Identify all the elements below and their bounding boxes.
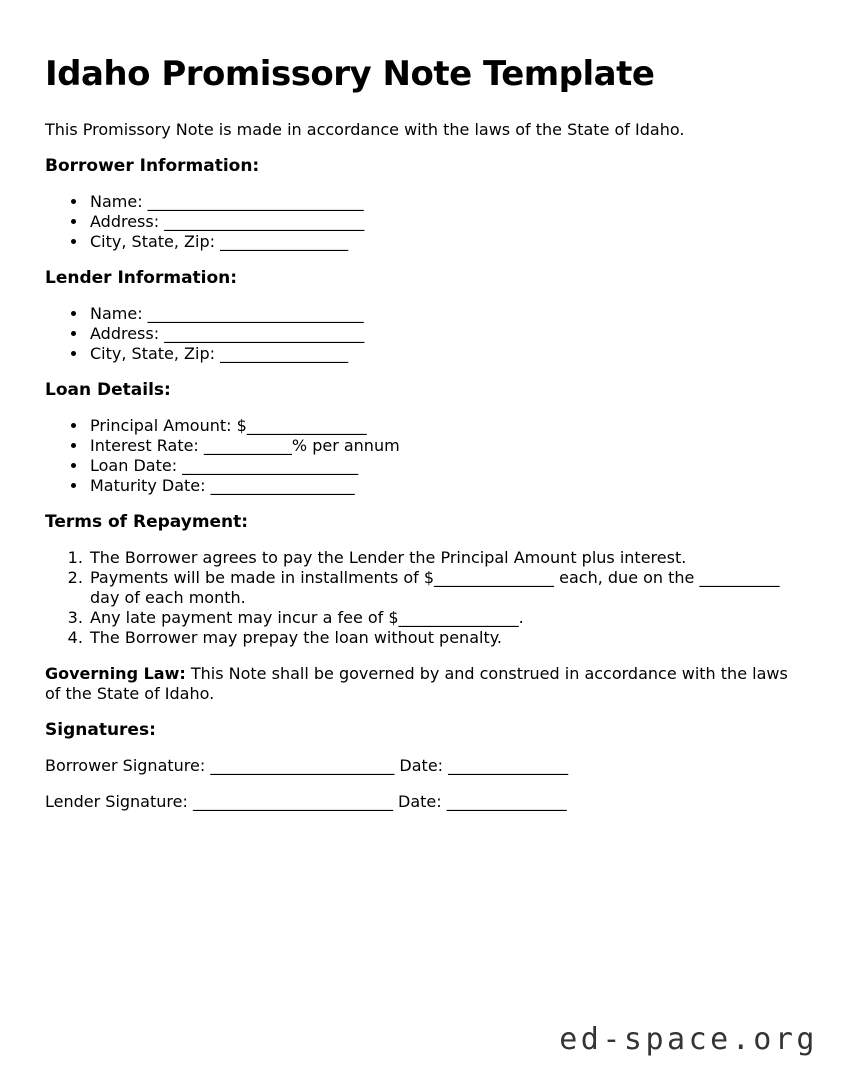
governing-law-label: Governing Law: [45,664,186,683]
borrower-city-state-zip-line: • City, State, Zip: ________________ [88,232,799,252]
loan-date-line: • Loan Date: ______________________ [88,456,799,476]
loan-details-list [45,416,799,496]
lender-name-line: • Name: ___________________________ [88,304,799,324]
governing-law-paragraph [45,664,799,704]
lender-information-list [45,304,799,364]
footer-brand: ed-space.org [559,1022,818,1057]
intro-paragraph: This Promissory Note is made in accordance with the laws of the State of Idaho. [45,120,685,139]
maturity-date-line: • Maturity Date: __________________ [88,476,799,496]
terms-of-repayment-list [45,548,799,648]
principal-amount-line: • Principal Amount: $_______________ [88,416,799,436]
borrower-signature-line: Borrower Signature: _______________________ Date: _______________ [45,756,569,775]
repayment-term-1: 1. The Borrower agrees to pay the Lender the Principal Amount plus interest. [88,548,799,568]
repayment-term-2: 2. Payments will be made in installments of $_______________ each, due on the __________ day of each month. [88,568,799,608]
borrower-information-list [45,192,799,252]
loan-details-heading: Loan Details: [45,380,171,400]
borrower-information-heading: Borrower Information: [45,156,260,176]
repayment-term-3: 3. Any late payment may incur a fee of $_______________. [88,608,799,628]
lender-address-line: • Address: _________________________ [88,324,799,344]
lender-signature-line: Lender Signature: _________________________ Date: _______________ [45,792,567,811]
interest-rate-line: • Interest Rate: ___________% per annum [88,436,799,456]
lender-information-heading: Lender Information: [45,268,238,288]
borrower-address-line: • Address: _________________________ [88,212,799,232]
governing-law-text: This Note shall be governed by and construed in accordance with the laws of the State of Idaho. [45,664,788,703]
signatures-heading: Signatures: [45,720,156,740]
repayment-term-4: 4. The Borrower may prepay the loan without penalty. [88,628,799,648]
terms-of-repayment-heading: Terms of Repayment: [45,512,249,532]
page-title: Idaho Promissory Note Template [45,54,655,94]
lender-city-state-zip-line: • City, State, Zip: ________________ [88,344,799,364]
borrower-name-line: • Name: ___________________________ [88,192,799,212]
